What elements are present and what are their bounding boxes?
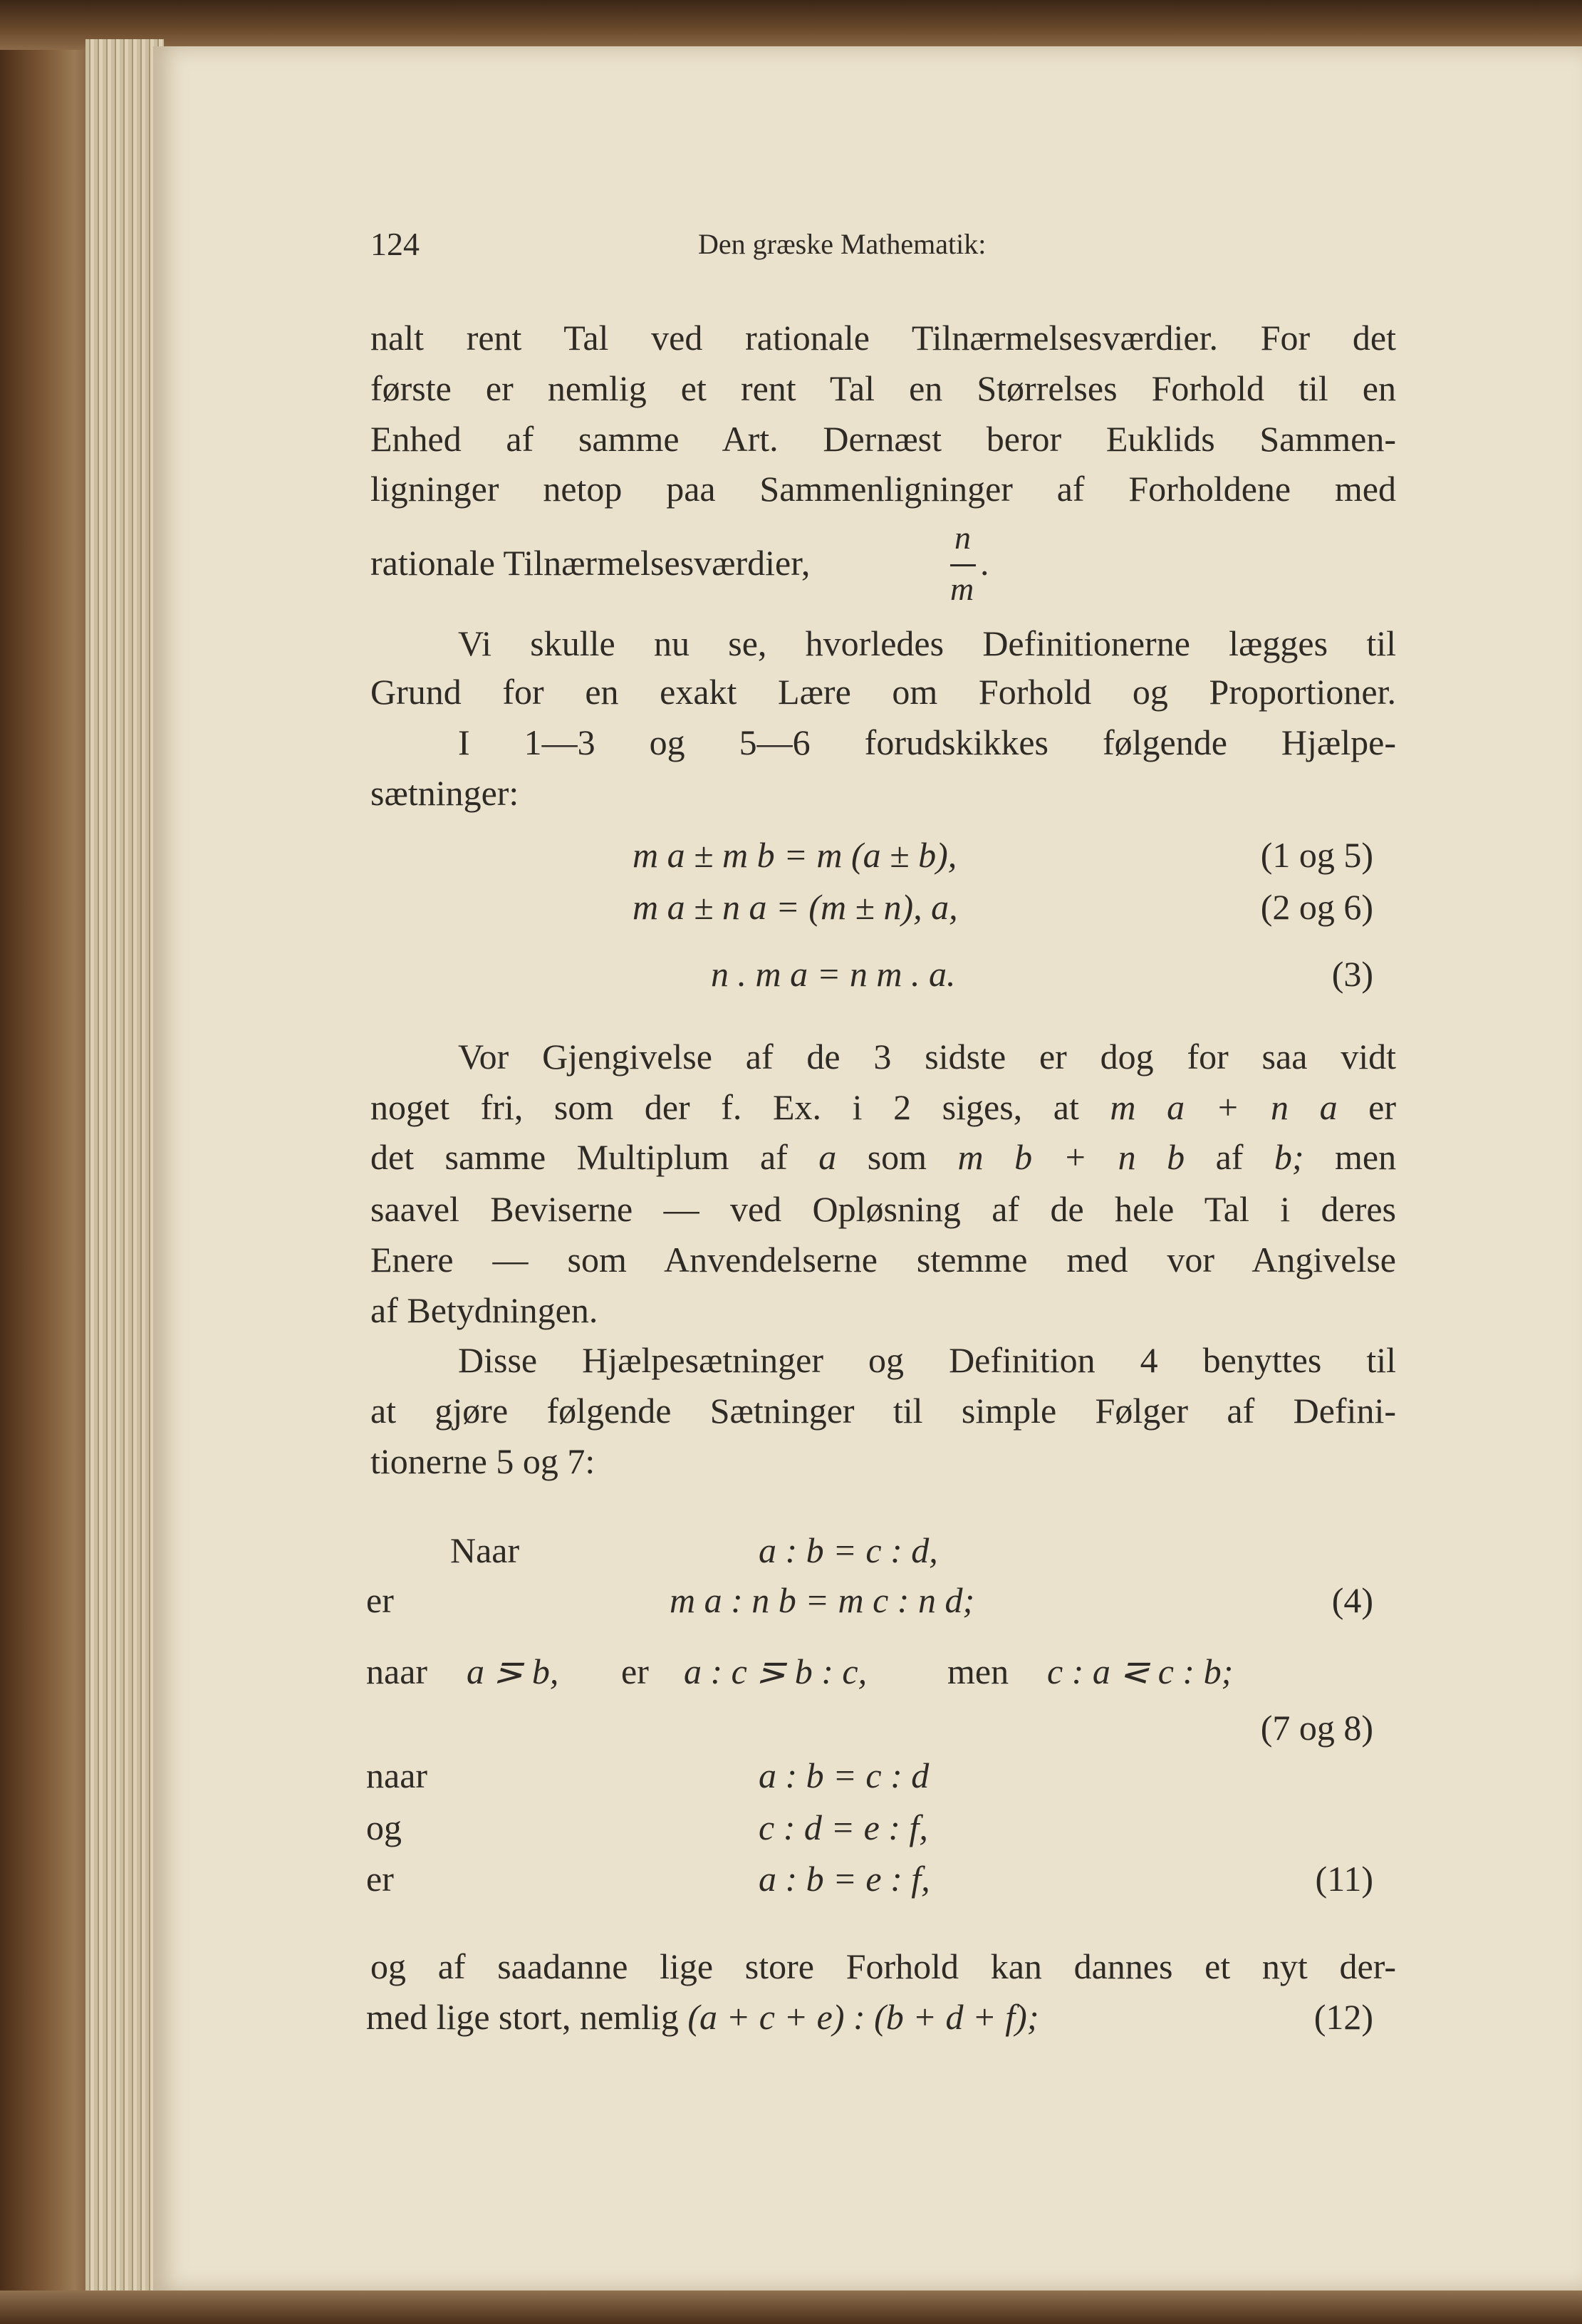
equation-tag: (2 og 6) <box>1260 887 1373 927</box>
text-line: Vor Gjengivelse af de 3 sidste er dog for saa vidt <box>458 1037 1396 1077</box>
text: noget fri, som der f. Ex. i 2 siges, at <box>370 1087 1079 1127</box>
equation-tag: (12) <box>1313 1997 1373 2037</box>
text-line <box>370 1131 1396 1183</box>
book-cover-edge <box>0 0 1582 50</box>
equation: n . m a = n m . a. <box>711 954 956 994</box>
text-line: at gjøre følgende Sætninger til simple Følger af Defini- <box>370 1391 1396 1431</box>
text: af <box>1215 1137 1244 1177</box>
text-line: af Betydningen. <box>370 1290 598 1330</box>
text: naar <box>366 1651 428 1691</box>
text: men <box>1334 1137 1397 1177</box>
text: med lige stort, nemlig <box>366 1997 679 2037</box>
math: c : a ⋜ c : b; <box>1047 1651 1234 1691</box>
text-line: første er nemlig et rent Tal en Størrelses Forhold til en <box>370 368 1396 408</box>
page-number: 124 <box>370 226 420 262</box>
math: a <box>818 1137 837 1177</box>
equation-tag: (4) <box>1331 1580 1373 1620</box>
equation: c : d = e : f, <box>759 1807 928 1847</box>
equation: m a ± m b = m (a ± b), <box>633 835 957 875</box>
text-line: ligninger netop paa Sammenligninger af Forholdene med <box>370 469 1396 509</box>
text-line <box>366 1991 1039 2043</box>
equation: a : b = c : d <box>759 1755 930 1795</box>
text: og <box>366 1807 402 1847</box>
text-line: nalt rent Tal ved rationale Tilnærmelsesværdier. For det <box>370 318 1396 358</box>
equation-tag: (3) <box>1331 954 1373 994</box>
equation: m a ± n a = (m ± n), a, <box>633 887 958 927</box>
math: a ⋝ b, <box>467 1651 559 1691</box>
equation-tag: (11) <box>1315 1859 1373 1899</box>
text: det samme Multiplum af <box>370 1137 788 1177</box>
page-stack-edges <box>85 39 164 2298</box>
text-line: og af saadanne lige store Forhold kan dannes et nyt der- <box>370 1946 1396 1986</box>
math: (a + c + e) : (b + d + f); <box>687 1997 1039 2037</box>
book-bottom-edge <box>0 2291 1582 2324</box>
math: a : c ⋝ b : c, <box>684 1651 868 1691</box>
text-line: sætninger: <box>370 773 519 813</box>
equation-tag: (7 og 8) <box>1260 1708 1373 1748</box>
text-line: tionerne 5 og 7: <box>370 1441 595 1481</box>
text: som <box>867 1137 927 1177</box>
text: naar <box>366 1755 428 1795</box>
text: men <box>947 1651 1009 1691</box>
text-line <box>370 1081 1396 1133</box>
text-line: Vi skulle nu se, hvorledes Definitionerne lægges til <box>458 623 1396 663</box>
equation-tag: (1 og 5) <box>1260 835 1373 875</box>
text-line: saavel Beviserne — ved Opløsning af de hele Tal i deres <box>370 1189 1396 1229</box>
fraction-numerator: n <box>954 519 971 556</box>
text: er <box>366 1580 394 1620</box>
period: . <box>980 543 989 583</box>
text-line: I 1—3 og 5—6 forudskikkes følgende Hjælpe- <box>458 722 1396 762</box>
text: er <box>1368 1087 1397 1127</box>
math: m a + n a <box>1110 1087 1338 1127</box>
fraction-denominator: m <box>950 571 974 607</box>
fraction-bar <box>950 564 976 566</box>
text-line: Enere — som Anvendelserne stemme med vor Angivelse <box>370 1240 1396 1280</box>
equation: a : b = c : d, <box>759 1530 938 1570</box>
text-line: Enhed af samme Art. Dernæst beror Euklids Sammen- <box>370 419 1396 459</box>
text: er <box>621 1651 649 1691</box>
equation: a : b = e : f, <box>759 1859 930 1899</box>
running-title: Den græske Mathematik: <box>698 228 987 260</box>
text-line: Disse Hjælpesætninger og Definition 4 benyttes til <box>458 1340 1396 1380</box>
text: er <box>366 1859 394 1899</box>
math: m b + n b <box>957 1137 1185 1177</box>
text: Naar <box>450 1530 520 1570</box>
equation: m a : n b = m c : n d; <box>670 1580 975 1620</box>
text-line: Grund for en exakt Lære om Forhold og Proportioner. <box>370 672 1396 712</box>
math: b; <box>1274 1137 1304 1177</box>
text-line: rationale Tilnærmelsesværdier, <box>370 543 811 583</box>
